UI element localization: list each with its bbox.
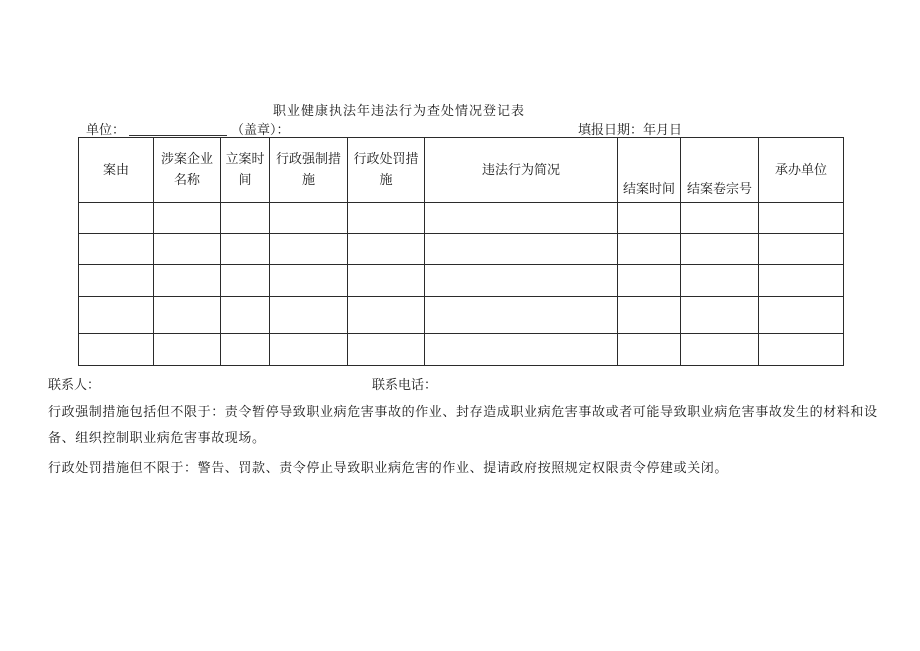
- table-cell[interactable]: [79, 203, 154, 234]
- form-title: 职业健康执法年违法行为查处情况登记表: [273, 104, 526, 119]
- register-table: [78, 137, 844, 366]
- header-violation-summary: 违法行为简况: [425, 138, 618, 203]
- table-cell[interactable]: [681, 203, 759, 234]
- table-cell[interactable]: [79, 297, 154, 334]
- table-cell[interactable]: [79, 334, 154, 366]
- header-penalty-measures: 行政处罚措 施: [348, 138, 425, 203]
- table-cell[interactable]: [425, 334, 618, 366]
- table-cell[interactable]: [759, 297, 844, 334]
- table-cell[interactable]: [348, 334, 425, 366]
- note-penalty-measures: 行政处罚措施但不限于：警告、罚款、责令停止导致职业病危害的作业、提请政府按照规定权限责令停建或关闭。: [48, 461, 729, 476]
- fill-date-label: 填报日期：年月日: [578, 123, 683, 138]
- header-case-file-number: 结案卷宗号: [681, 138, 759, 203]
- table-cell[interactable]: [618, 234, 681, 265]
- table-cell[interactable]: [270, 265, 348, 297]
- table-cell[interactable]: [681, 297, 759, 334]
- table-cell[interactable]: [270, 234, 348, 265]
- header-closing-time: 结案时间: [618, 138, 681, 203]
- table-cell[interactable]: [425, 297, 618, 334]
- table-cell[interactable]: [79, 265, 154, 297]
- contact-person-label: 联系人：: [48, 378, 101, 393]
- header-handling-unit: 承办单位: [759, 138, 844, 203]
- seal-label: （盖章）：: [231, 123, 290, 138]
- table-cell[interactable]: [759, 334, 844, 366]
- unit-label: 单位：: [86, 123, 126, 138]
- table-cell[interactable]: [348, 234, 425, 265]
- table-cell[interactable]: [221, 297, 270, 334]
- table-cell[interactable]: [618, 265, 681, 297]
- table-cell[interactable]: [154, 265, 221, 297]
- table-cell[interactable]: [270, 203, 348, 234]
- table-cell[interactable]: [154, 334, 221, 366]
- table-cell[interactable]: [348, 297, 425, 334]
- table-cell[interactable]: [425, 203, 618, 234]
- table-cell[interactable]: [681, 234, 759, 265]
- unit-row: [86, 119, 290, 138]
- table-cell[interactable]: [759, 203, 844, 234]
- table-cell[interactable]: [425, 265, 618, 297]
- header-coercive-measures: 行政强制措 施: [270, 138, 348, 203]
- table-cell[interactable]: [348, 203, 425, 234]
- table-row: [79, 334, 844, 366]
- table-cell[interactable]: [270, 297, 348, 334]
- header-case-cause: 案由: [79, 138, 154, 203]
- table-row: [79, 234, 844, 265]
- contact-phone-label: 联系电话：: [372, 378, 438, 393]
- table-cell[interactable]: [681, 265, 759, 297]
- table-cell[interactable]: [348, 265, 425, 297]
- table-header-row: [79, 138, 844, 203]
- table-cell[interactable]: [759, 265, 844, 297]
- table-cell[interactable]: [221, 265, 270, 297]
- table-cell[interactable]: [759, 234, 844, 265]
- unit-blank-line[interactable]: [129, 123, 227, 136]
- table-cell[interactable]: [618, 203, 681, 234]
- table-row: [79, 203, 844, 234]
- table-cell[interactable]: [618, 297, 681, 334]
- table-cell[interactable]: [154, 203, 221, 234]
- table-cell[interactable]: [425, 234, 618, 265]
- table-cell[interactable]: [154, 297, 221, 334]
- table-row: [79, 297, 844, 334]
- header-company-name: 涉案企业 名称: [154, 138, 221, 203]
- table-cell[interactable]: [221, 203, 270, 234]
- table-cell[interactable]: [79, 234, 154, 265]
- table-cell[interactable]: [270, 334, 348, 366]
- table-cell[interactable]: [681, 334, 759, 366]
- header-filing-time: 立案时 间: [221, 138, 270, 203]
- note-coercive-measures: 行政强制措施包括但不限于：责令暂停导致职业病危害事故的作业、封存造成职业病危害事故或者可能导致职业病危害事故发生的材料和设备、组织控制职业病危害事故现场。: [48, 405, 878, 446]
- table-cell[interactable]: [154, 234, 221, 265]
- table-row: [79, 265, 844, 297]
- table-cell[interactable]: [221, 334, 270, 366]
- table-cell[interactable]: [221, 234, 270, 265]
- table-cell[interactable]: [618, 334, 681, 366]
